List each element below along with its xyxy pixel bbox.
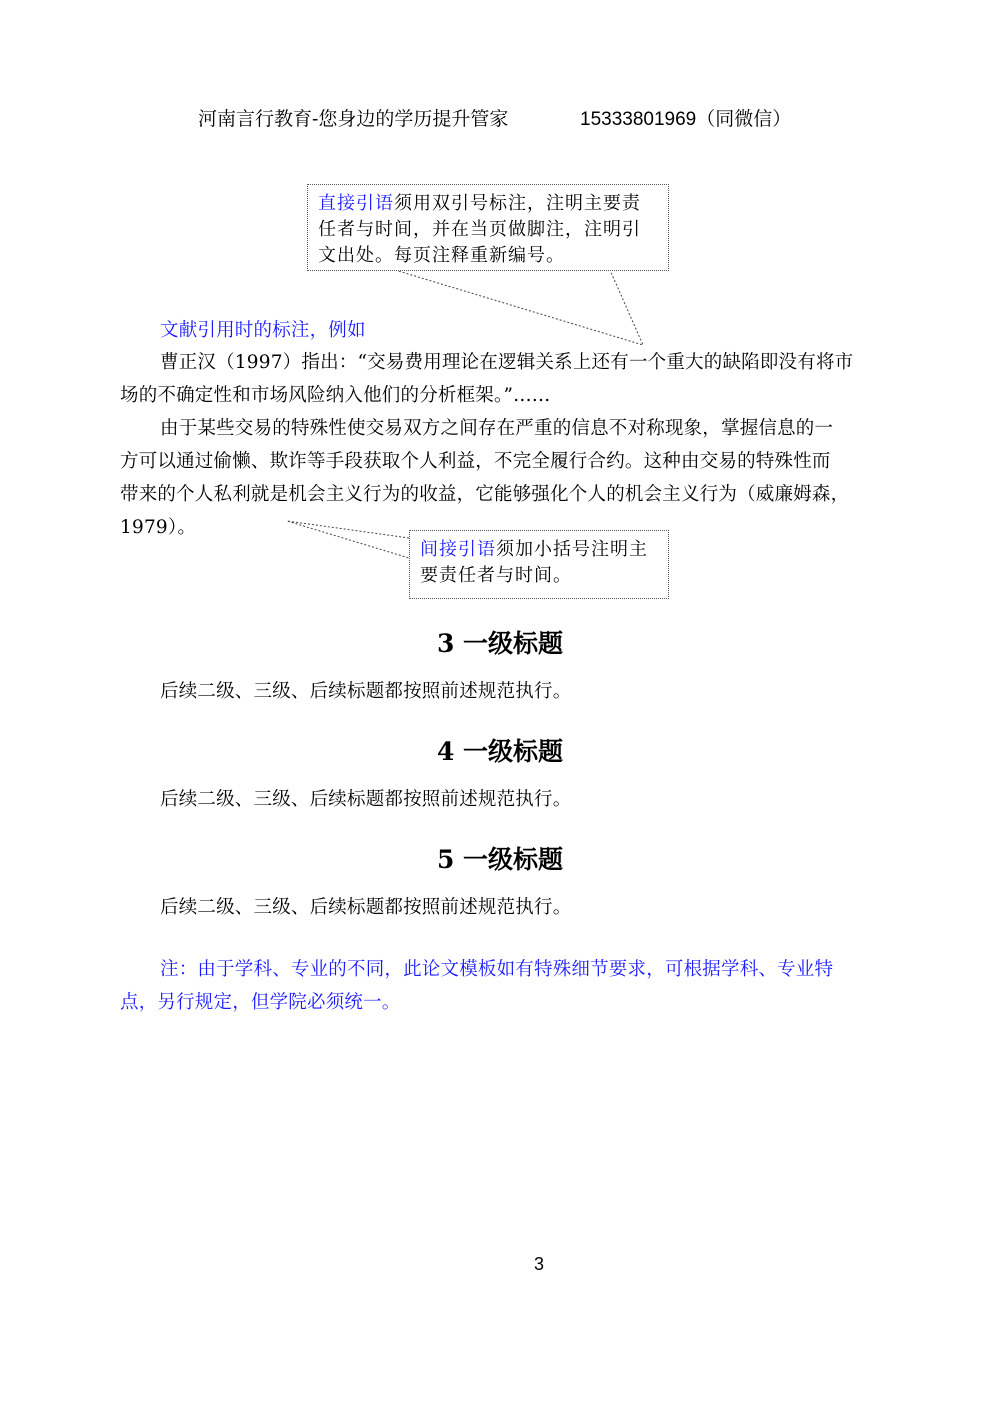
callout-text: 须用双引号标注，注明主要责任者与时间，并在当页做脚注，注明引文出处。每页注释重新编号。 [318,193,641,266]
page-number: 3 [534,1254,545,1274]
note-line1: 注：由于学科、专业的不同，此论文模板如有特殊细节要求，可根据学科、专业特 [160,959,834,980]
callout-indirect-quote [409,530,669,599]
para2-line4: 1979）。 [120,517,197,538]
callout-highlight: 间接引语 [420,539,496,560]
callout-text: 须加小括号注明主要责任者与时间。 [420,539,648,586]
callout-highlight: 直接引语 [318,193,394,214]
para1-line1: 曹正汉（1997）指出：“交易费用理论在逻辑关系上还有一个重大的缺陷即没有将市 [160,352,854,373]
section-heading: 4 一级标题 [436,737,564,766]
section-heading: 3 一级标题 [436,629,564,658]
para2-line1: 由于某些交易的特殊性使交易双方之间存在严重的信息不对称现象，掌握信息的一 [160,418,834,439]
para2-line2: 方可以通过偷懒、欺诈等手段获取个人利益，不完全履行合约。这种由交易的特殊性而 [120,451,831,472]
para2-line3: 带来的个人私利就是机会主义行为的收益，它能够强化个人的机会主义行为（威廉姆森， [120,484,850,505]
section-text: 后续二级、三级、后续标题都按照前述规范执行。 [160,681,572,702]
header-phone: 15333801969（同微信） [580,109,792,130]
citation-label: 文献引用时的标注，例如 [160,320,366,341]
header-org: 河南言行教育-您身边的学历提升管家 [198,109,509,130]
callout-direct-quote [307,184,669,271]
para1-line2: 场的不确定性和市场风险纳入他们的分析框架。”…… [120,385,551,406]
note-line2: 点，另行规定，但学院必须统一。 [120,992,401,1013]
section-heading: 5 一级标题 [436,845,564,874]
section-text: 后续二级、三级、后续标题都按照前述规范执行。 [160,897,572,918]
section-text: 后续二级、三级、后续标题都按照前述规范执行。 [160,789,572,810]
